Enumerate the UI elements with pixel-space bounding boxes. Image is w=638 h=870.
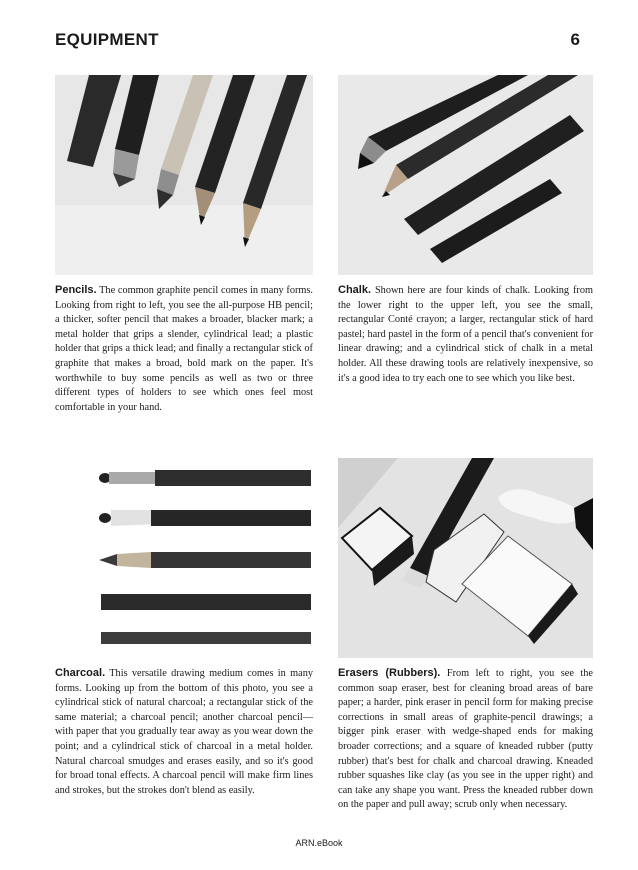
footer-credit: ARN.eBook <box>295 838 343 848</box>
pencils-photo <box>55 75 313 275</box>
chalk-text: Shown here are four kinds of chalk. Looking from the lower right to the upper left, you see the small, rectangular Conté crayon; a larger, rectangular stick of hard pastel; hard pastel in the form of a pencil that's convenient for linear drawing; and a cylindrical stick of chalk in a metal holder. All these drawing tools are relatively inexpensive, so it's a good idea to try each one to see which you like best. <box>338 285 593 384</box>
page-title: EQUIPMENT <box>55 30 159 49</box>
charcoal-heading: Charcoal. <box>55 667 106 679</box>
chalk-heading: Chalk. <box>338 284 372 296</box>
charcoal-caption <box>55 666 313 798</box>
pencils-heading: Pencils. <box>55 284 97 296</box>
page-number: 6 <box>570 30 580 49</box>
erasers-photo <box>338 458 593 658</box>
erasers-caption <box>338 666 593 813</box>
pencils-caption <box>55 283 313 415</box>
charcoal-photo <box>55 458 313 658</box>
charcoal-text: This versatile drawing medium comes in many forms. Looking up from the bottom of this photo, you see a cylindrical stick of natural charcoal; a rectangular stick of the same material; a charcoal pencil; another charcoal pencil—with paper that you gradually tear away as you wear down the point; and a cylindrical stick of charcoal in a metal holder. Natural charcoal smudges and erases easily, and so it's good for broad tonal effects. A charcoal pencil will make firm lines and strokes, but the strokes don't blend as easily. <box>55 668 313 796</box>
erasers-text: From left to right, you see the common soap eraser, best for cleaning broad areas of bare paper; a harder, pink eraser in pencil form for making precise corrections in small areas of graphite-pencil drawings; a bigger pink eraser with wedge-shaped ends for making broader corrections; and a square of kneaded rubber (putty rubber) that's best for chalk and charcoal drawing. Kneaded rubber squashes like clay (as you see in the upper right) and can take any shape you want. Press the kneaded rubber down on the paper and pull away; scrub only when necessary. <box>338 668 593 811</box>
erasers-heading: Erasers (Rubbers). <box>338 667 441 679</box>
pencils-text: The common graphite pencil comes in many forms. Looking from right to left, you see the all-purpose HB pencil; a thicker, softer pencil that makes a broader, blacker mark; a metal holder that grips a slender, cylindrical lead; a plastic holder that grips a thick lead; and finally a rectangular stick of graphite that makes a broad, bold mark on the paper. It's worthwhile to buy some pencils as well as two or three different types of holders to see which ones feel most comfortable in your hand. <box>55 285 314 413</box>
chalk-caption <box>338 283 593 386</box>
chalk-photo <box>338 75 593 275</box>
